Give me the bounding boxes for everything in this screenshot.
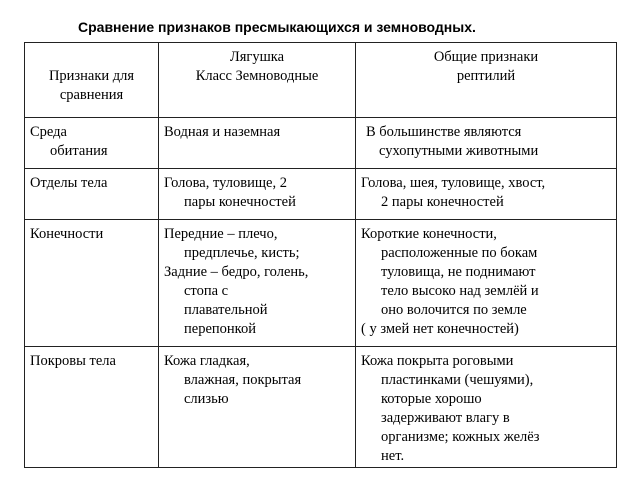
cell-line: тело высоко над землёй и	[381, 283, 539, 299]
feature-cell	[25, 347, 159, 468]
frog-cell	[159, 220, 356, 347]
cell-line: организме; кожных желёз	[381, 429, 540, 445]
header-text: Лягушка	[229, 49, 285, 65]
cell-line: Кожа гладкая,	[164, 353, 250, 369]
cell-line: слизью	[184, 391, 229, 407]
reptile-cell	[356, 118, 617, 169]
cell-line: Передние – плечо,	[164, 226, 278, 242]
table-row	[25, 118, 617, 169]
header-text: Признаки для	[48, 68, 135, 84]
cell-line: задерживают влагу в	[381, 410, 510, 426]
cell-line: которые хорошо	[381, 391, 482, 407]
comparison-table	[24, 42, 617, 468]
header-cell-features	[25, 43, 159, 118]
cell-line: Задние – бедро, голень,	[164, 264, 309, 280]
frog-cell	[159, 347, 356, 468]
cell-line: Покровы тела	[30, 353, 116, 369]
cell-line: туловища, не поднимают	[381, 264, 536, 280]
cell-line: ( у змей нет конечностей)	[361, 321, 519, 337]
reptile-cell	[356, 347, 617, 468]
header-text: Класс Земноводные	[195, 68, 319, 84]
cell-line: В большинстве являются	[366, 124, 522, 140]
feature-cell	[25, 169, 159, 220]
cell-line: Голова, шея, туловище, хвост,	[361, 175, 546, 191]
header-text: рептилий	[456, 68, 516, 84]
cell-line: Кожа покрыта роговыми	[361, 353, 514, 369]
feature-cell	[25, 220, 159, 347]
feature-cell	[25, 118, 159, 169]
cell-line: Голова, туловище, 2	[164, 175, 287, 191]
document-title: Сравнение признаков пресмыкающихся и земноводных.	[78, 19, 476, 35]
cell-line: сухопутными животными	[379, 143, 539, 159]
cell-line: 2 пары конечностей	[381, 194, 504, 210]
cell-line: Водная и наземная	[164, 124, 281, 140]
frog-cell	[159, 169, 356, 220]
cell-line: перепонкой	[184, 321, 256, 337]
cell-line: Короткие конечности,	[361, 226, 497, 242]
cell-line: пары конечностей	[184, 194, 296, 210]
cell-line: влажная, покрытая	[184, 372, 302, 388]
header-cell-frog	[159, 43, 356, 118]
header-text: сравнения	[59, 87, 124, 103]
cell-line: расположенные по бокам	[381, 245, 538, 261]
cell-line: пластинками (чешуями),	[381, 372, 534, 388]
reptile-cell	[356, 169, 617, 220]
header-text: Общие признаки	[433, 49, 539, 65]
table-row	[25, 169, 617, 220]
cell-line: предплечье, кисть;	[184, 245, 300, 261]
header-cell-reptiles	[356, 43, 617, 118]
cell-line: плавательной	[184, 302, 268, 318]
cell-line: стопа с	[184, 283, 229, 299]
cell-line: Отделы тела	[30, 175, 108, 191]
table-row	[25, 347, 617, 468]
cell-line: обитания	[50, 143, 108, 159]
cell-line: оно волочится по земле	[381, 302, 527, 318]
table-row	[25, 220, 617, 347]
cell-line: нет.	[381, 448, 405, 464]
cell-line: Конечности	[30, 226, 104, 242]
table-header-row	[25, 43, 617, 118]
cell-line: Среда	[30, 124, 67, 140]
frog-cell	[159, 118, 356, 169]
reptile-cell	[356, 220, 617, 347]
